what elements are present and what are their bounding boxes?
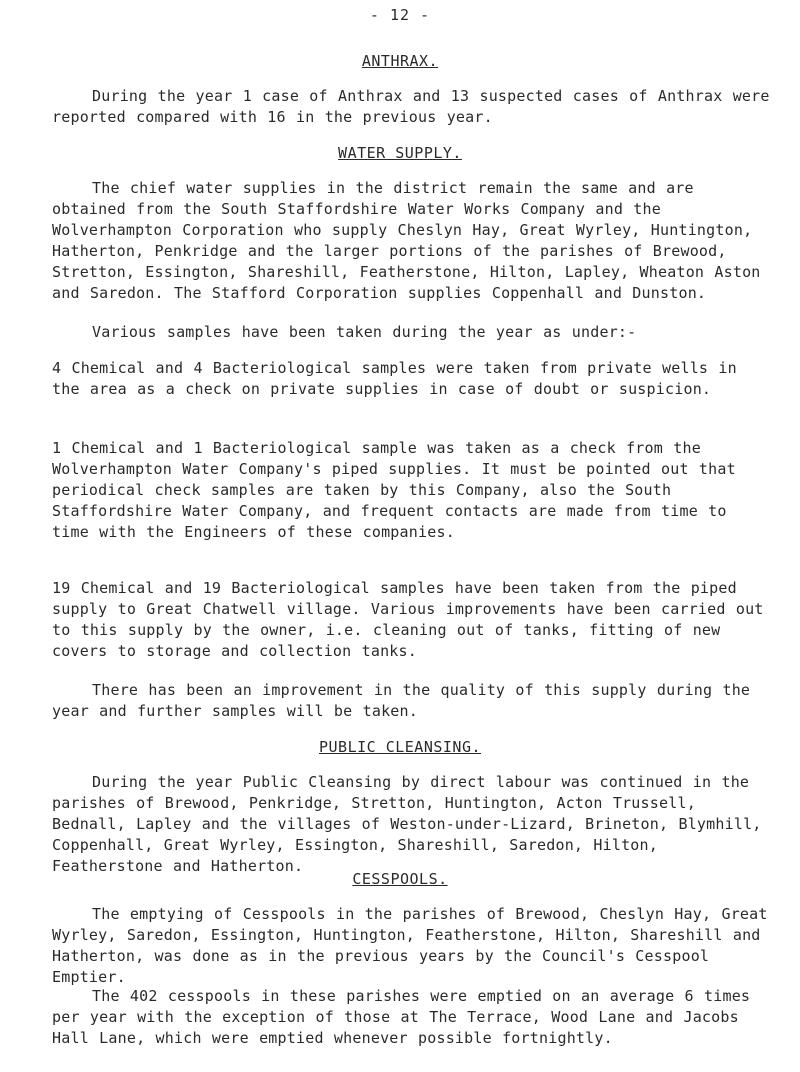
heading-anthrax: ANTHRAX. [361, 52, 439, 70]
paragraph-public-cleansing-1: During the year Public Cleansing by direct labour was continued in the parishes of Brewood, Penkridge, Stretton, Huntington, Acton Trussell, Bednall, Lapley and the villages of Weston-under-Lizard, Brineton, Blymhill, Coppenhall, Great Wyrley, Essington, Shareshill, Saredon, Hilton, Featherstone and Hatherton. [52, 773, 762, 875]
heading-public-cleansing: PUBLIC CLEANSING. [318, 738, 482, 756]
paragraph-water-supply-1: The chief water supplies in the district remain the same and are obtained from the South Staffordshire Water Works Company and the Wolverhampton Corporation who supply Cheslyn Hay, Great Wyrley, Huntington, Hatherton, Penkridge and the larger portions of the parishes of Brewood, Stretton, Essington, Shareshill, Featherstone, Hilton, Lapley, Wheaton Aston and Saredon. The Stafford Corporation supplies Coppenhall and Dunston. [52, 179, 761, 302]
paragraph-anthrax-1: During the year 1 case of Anthrax and 13 suspected cases of Anthrax were reported compared with 16 in the previous year. [52, 87, 770, 126]
paragraph-water-supply-6: There has been an improvement in the quality of this supply during the year and further samples will be taken. [52, 681, 751, 720]
page-number: - 12 - [369, 6, 431, 24]
heading-cesspools: CESSPOOLS. [352, 870, 448, 888]
paragraph-water-supply-4: 1 Chemical and 1 Bacteriological sample was taken as a check from the Wolverhampton Water Company's piped supplies. It must be pointed out that periodical check samples are taken by this Company, also the South Staffordshire Water Company, and frequent contacts are made from time to time with the Engineers of these companies. [52, 439, 736, 541]
paragraph-water-supply-2: Various samples have been taken during the year as under:- [92, 323, 637, 341]
paragraph-water-supply-5: 19 Chemical and 19 Bacteriological samples have been taken from the piped supply to Great Chatwell village. Various improvements have been carried out to this supply by the owner, i.e. cleaning out of tanks, fitting of new covers to storage and collection tanks. [52, 579, 764, 660]
heading-water-supply: WATER SUPPLY. [338, 144, 462, 162]
paragraph-water-supply-3: 4 Chemical and 4 Bacteriological samples were taken from private wells in the area as a check on private supplies in case of doubt or suspicion. [52, 359, 737, 398]
paragraph-cesspools-2: The 402 cesspools in these parishes were emptied on an average 6 times per year with the exception of those at The Terrace, Wood Lane and Jacobs Hall Lane, which were emptied whenever possible fortnightly. [52, 987, 751, 1047]
paragraph-cesspools-1: The emptying of Cesspools in the parishes of Brewood, Cheslyn Hay, Great Wyrley, Saredon, Essington, Huntington, Featherstone, Hilton, Shareshill and Hatherton, was done as in the previous years by the Council's Cesspool Emptier. [52, 905, 768, 986]
